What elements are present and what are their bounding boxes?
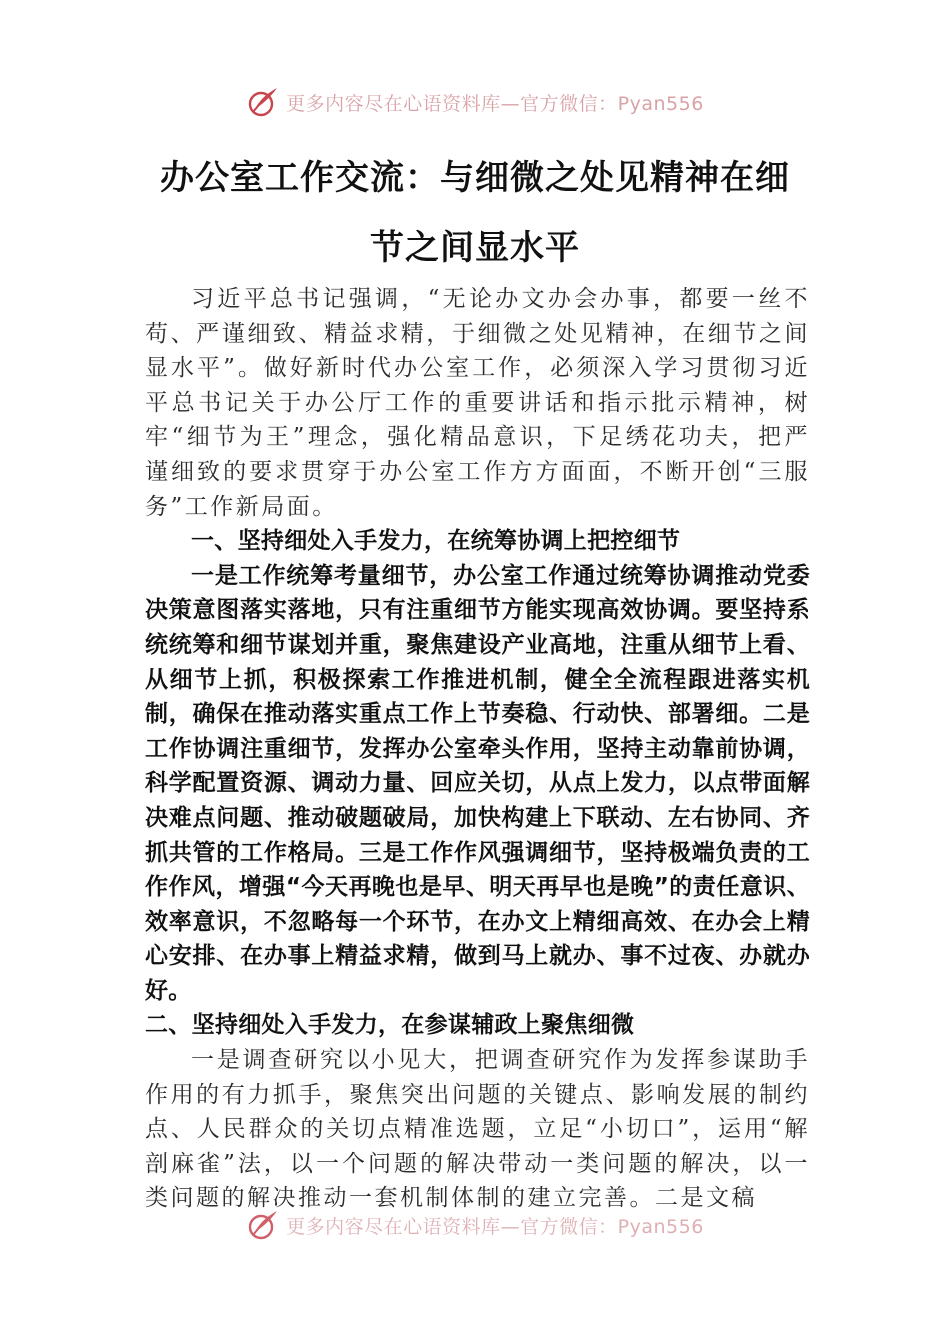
quill-logo-icon: [246, 1208, 280, 1242]
document-title-line-2: 节之间显水平: [370, 228, 580, 268]
document-title-line-1: 办公室工作交流：与细微之处见精神在细: [160, 158, 790, 198]
quill-logo-icon: [246, 85, 280, 119]
section-heading-1: 一、坚持细处入手发力，在统筹协调上把控细节: [191, 528, 681, 555]
watermark-text: 更多内容尽在心语资料库—官方微信：Pyan556: [286, 1215, 704, 1238]
section-heading-2: 二、坚持细处入手发力，在参谋辅政上聚焦细微: [145, 1012, 635, 1039]
section-1-paragraph: 一是工作统筹考量细节，办公室工作通过统筹协调推动党委决策意图落实落地，只有注重细节方能实现高效协调。要坚持系统统筹和细节谋划并重，聚焦建设产业高地，注重从细节上看、从细节上抓，积极探索工作推进机制，健全全流程跟进落实机制，确保在推动落实重点工作上节奏稳、行动快、部署细。二是工作协调注重细节，发挥办公室牵头作用，坚持主动靠前协调，科学配置资源、调动力量、回应关切，从点上发力，以点带面解决难点问题、推动破题破局，加快构建上下联动、左右协同、齐抓共管的工作格局。三是工作作风强调细节，坚持极端负责的工作作风，增强“今天再晚也是早、明天再早也是晚”的责任意识、效率意识，不忽略每一个环节，在办文上精细高效、在办会上精心安排、在办事上精益求精，做到马上就办、事不过夜、办就办好。: [145, 562, 810, 1004]
watermark-text: 更多内容尽在心语资料库—官方微信：Pyan556: [286, 92, 704, 115]
header-watermark: [0, 84, 950, 120]
section-2-paragraph: 一是调查研究以小见大，把调查研究作为发挥参谋助手作用的有力抓手，聚焦突出问题的关键点、影响发展的制约点、人民群众的关切点精准选题，立足“小切口”，运用“解剖麻雀”法，以一个问题的解决带动一类问题的解决，以一类问题的解决推动一套机制体制的建立完善。二是文稿: [145, 1047, 810, 1212]
document-body: [145, 282, 810, 1216]
footer-watermark: [0, 1207, 950, 1243]
intro-paragraph: 习近平总书记强调，“无论办文办会办事，都要一丝不苟、严谨细致、精益求精，于细微之处见精神，在细节之间显水平”。做好新时代办公室工作，必须深入学习贯彻习近平总书记关于办公厅工作的重要讲话和指示批示精神，树牢“细节为王”理念，强化精品意识，下足绣花功夫，把严谨细致的要求贯穿于办公室工作方方面面，不断开创“三服务”工作新局面。: [145, 286, 810, 520]
